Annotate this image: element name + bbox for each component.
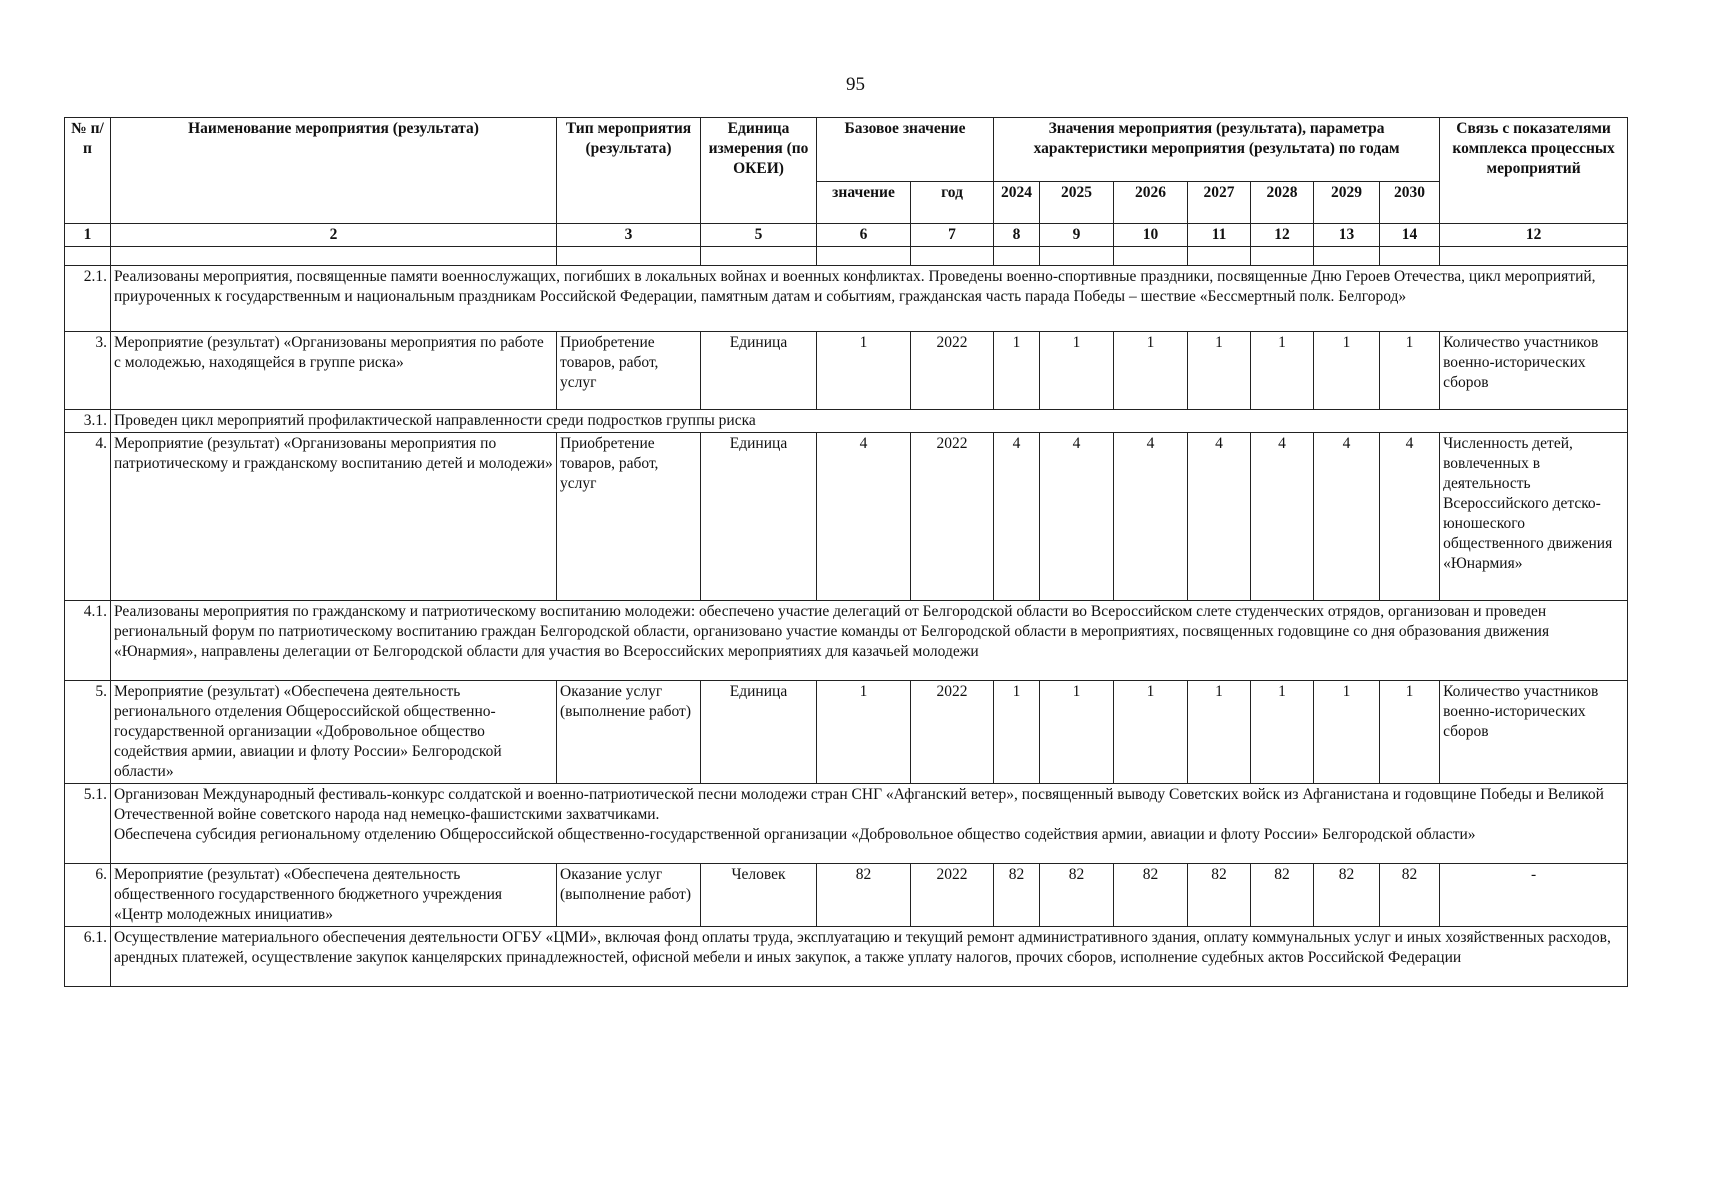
column-number: 12 [1440, 224, 1628, 247]
header-base-value: значение [817, 182, 911, 224]
year-value: 82 [1314, 864, 1380, 927]
measure-name: Мероприятие (результат) «Обеспечена деятельность общественного государственного бюджетного учреждения «Центр молодежных инициатив» [111, 864, 557, 927]
blank-cell [1188, 247, 1251, 266]
base-year: 2022 [911, 864, 994, 927]
blank-cell [1251, 247, 1314, 266]
row-number: 5.1. [65, 784, 111, 864]
blank-cell [1380, 247, 1440, 266]
year-value: 4 [1188, 433, 1251, 601]
column-number: 14 [1380, 224, 1440, 247]
year-value: 82 [1040, 864, 1114, 927]
linked-indicator: Численность детей, вовлеченных в деятельность Всероссийского детско-юношеского общественного движения «Юнармия» [1440, 433, 1628, 601]
result-description: Реализованы мероприятия, посвященные памяти военнослужащих, погибших в локальных войнах и военных конфликтах. Проведены военно-спортивные праздники, посвященные Дню Героев Отечества, цикл мероприятий, приуроченных к государственным и национальным праздникам Российской Федерации, памятным датам и событиям, гражданская часть парада Победы – шествие «Бессмертный полк. Белгород» [111, 266, 1628, 332]
column-number: 5 [701, 224, 817, 247]
base-value: 1 [817, 332, 911, 410]
linked-indicator: Количество участников военно-исторических сборов [1440, 332, 1628, 410]
row-number: 2.1. [65, 266, 111, 332]
column-numbers-row [65, 224, 1628, 247]
blank-cell [701, 247, 817, 266]
year-value: 4 [1114, 433, 1188, 601]
measure-row [65, 681, 1628, 784]
header-year: 2030 [1380, 182, 1440, 224]
year-value: 82 [1251, 864, 1314, 927]
header-unit: Единица измерения (по ОКЕИ) [701, 118, 817, 224]
measure-unit: Человек [701, 864, 817, 927]
measure-unit: Единица [701, 433, 817, 601]
column-number: 2 [111, 224, 557, 247]
year-value: 1 [1314, 332, 1380, 410]
measure-unit: Единица [701, 681, 817, 784]
column-number: 12 [1251, 224, 1314, 247]
header-base: Базовое значение [817, 118, 994, 182]
column-number: 13 [1314, 224, 1380, 247]
base-value: 1 [817, 681, 911, 784]
year-value: 1 [1380, 332, 1440, 410]
header-no: № п/п [65, 118, 111, 224]
row-number: 3. [65, 332, 111, 410]
header-name: Наименование мероприятия (результата) [111, 118, 557, 224]
base-year: 2022 [911, 681, 994, 784]
blank-row [65, 247, 1628, 266]
linked-indicator: - [1440, 864, 1628, 927]
year-value: 1 [994, 332, 1040, 410]
blank-cell [557, 247, 701, 266]
base-value: 4 [817, 433, 911, 601]
year-value: 82 [1188, 864, 1251, 927]
linked-indicator: Количество участников военно-исторических сборов [1440, 681, 1628, 784]
year-value: 82 [1114, 864, 1188, 927]
blank-cell [1314, 247, 1380, 266]
column-number: 7 [911, 224, 994, 247]
header-row-1 [65, 118, 1628, 182]
measure-name: Мероприятие (результат) «Обеспечена деятельность регионального отделения Общероссийской общественно-государственной организации «Добровольное общество содействия армии, авиации и флоту России» Белгородской области» [111, 681, 557, 784]
blank-cell [65, 247, 111, 266]
header-year: 2026 [1114, 182, 1188, 224]
column-number: 6 [817, 224, 911, 247]
page-number: 95 [846, 74, 865, 95]
year-value: 1 [1114, 332, 1188, 410]
measure-row [65, 433, 1628, 601]
result-description: Осуществление материального обеспечения деятельности ОГБУ «ЦМИ», включая фонд оплаты труда, эксплуатацию и текущий ремонт административного здания, оплату коммунальных услуг и иных хозяйственных расходов, арендных платежей, осуществление закупок канцелярских принадлежностей, офисной мебели и иных закупок, а также уплату налогов, прочих сборов, исполнение судебных актов Российской Федерации [111, 927, 1628, 987]
result-description: Проведен цикл мероприятий профилактической направленности среди подростков группы риска [111, 410, 1628, 433]
measure-row [65, 864, 1628, 927]
result-note-row [65, 410, 1628, 433]
result-description: Реализованы мероприятия по гражданскому и патриотическому воспитанию молодежи: обеспечено участие делегаций от Белгородской области во Всероссийском слете студенческих отрядов, организован и проведен региональный форум по патриотическому воспитанию граждан Белгородской области, организовано участие команды от Белгородской области в мероприятиях, посвященных годовщине со дня образования движения «Юнармия», направлены делегации от Белгородской области для участия во Всероссийских мероприятиях для казачьей молодежи [111, 601, 1628, 681]
column-number: 8 [994, 224, 1040, 247]
column-number: 3 [557, 224, 701, 247]
year-value: 1 [1040, 681, 1114, 784]
result-note-row [65, 266, 1628, 332]
column-number: 9 [1040, 224, 1114, 247]
blank-cell [1040, 247, 1114, 266]
year-value: 4 [1314, 433, 1380, 601]
year-value: 4 [1251, 433, 1314, 601]
year-value: 1 [1188, 332, 1251, 410]
measure-name: Мероприятие (результат) «Организованы мероприятия по патриотическому и гражданскому воспитанию детей и молодежи» [111, 433, 557, 601]
result-note-row [65, 927, 1628, 987]
header-year: 2027 [1188, 182, 1251, 224]
column-number: 1 [65, 224, 111, 247]
blank-cell [817, 247, 911, 266]
row-number: 5. [65, 681, 111, 784]
measures-table [64, 117, 1628, 987]
base-value: 82 [817, 864, 911, 927]
year-value: 1 [1314, 681, 1380, 784]
result-note-row [65, 601, 1628, 681]
year-value: 4 [1380, 433, 1440, 601]
row-number: 4.1. [65, 601, 111, 681]
header-type: Тип мероприятия (результата) [557, 118, 701, 224]
year-value: 1 [1380, 681, 1440, 784]
row-number: 6.1. [65, 927, 111, 987]
blank-cell [1440, 247, 1628, 266]
blank-cell [111, 247, 557, 266]
header-year: 2028 [1251, 182, 1314, 224]
row-number: 3.1. [65, 410, 111, 433]
blank-cell [911, 247, 994, 266]
year-value: 4 [1040, 433, 1114, 601]
result-description: Организован Международный фестиваль-конкурс солдатской и военно-патриотической песни молодежи стран СНГ «Афганский ветер», посвященный выводу Советских войск из Афганистана и годовщине Победы и Великой Отечественной войне советского народа над немецко-фашистскими захватчиками. Обеспечена субсидия региональному отделению Общероссийской общественно-государственной организации «Добровольное общество содействия армии, авиации и флоту России» Белгородской области» [111, 784, 1628, 864]
year-value: 1 [1251, 681, 1314, 784]
year-value: 1 [1188, 681, 1251, 784]
blank-cell [1114, 247, 1188, 266]
year-value: 82 [994, 864, 1040, 927]
header-base-year: год [911, 182, 994, 224]
year-value: 4 [994, 433, 1040, 601]
year-value: 1 [1251, 332, 1314, 410]
result-note-row [65, 784, 1628, 864]
header-year: 2029 [1314, 182, 1380, 224]
base-year: 2022 [911, 332, 994, 410]
year-value: 82 [1380, 864, 1440, 927]
measure-unit: Единица [701, 332, 817, 410]
header-year: 2024 [994, 182, 1040, 224]
measure-type: Оказание услуг (выполнение работ) [557, 681, 701, 784]
header-values: Значения мероприятия (результата), параметра характеристики мероприятия (результата) по годам [994, 118, 1440, 182]
year-value: 1 [994, 681, 1040, 784]
table-body [65, 266, 1628, 987]
year-value: 1 [1040, 332, 1114, 410]
measure-type: Оказание услуг (выполнение работ) [557, 864, 701, 927]
header-link: Связь с показателями комплекса процессных мероприятий [1440, 118, 1628, 224]
blank-cell [994, 247, 1040, 266]
column-number: 11 [1188, 224, 1251, 247]
header-year: 2025 [1040, 182, 1114, 224]
measure-type: Приобретение товаров, работ, услуг [557, 433, 701, 601]
row-number: 6. [65, 864, 111, 927]
measure-row [65, 332, 1628, 410]
row-number: 4. [65, 433, 111, 601]
measure-type: Приобретение товаров, работ, услуг [557, 332, 701, 410]
column-number: 10 [1114, 224, 1188, 247]
measure-name: Мероприятие (результат) «Организованы мероприятия по работе с молодежью, находящейся в группе риска» [111, 332, 557, 410]
base-year: 2022 [911, 433, 994, 601]
year-value: 1 [1114, 681, 1188, 784]
